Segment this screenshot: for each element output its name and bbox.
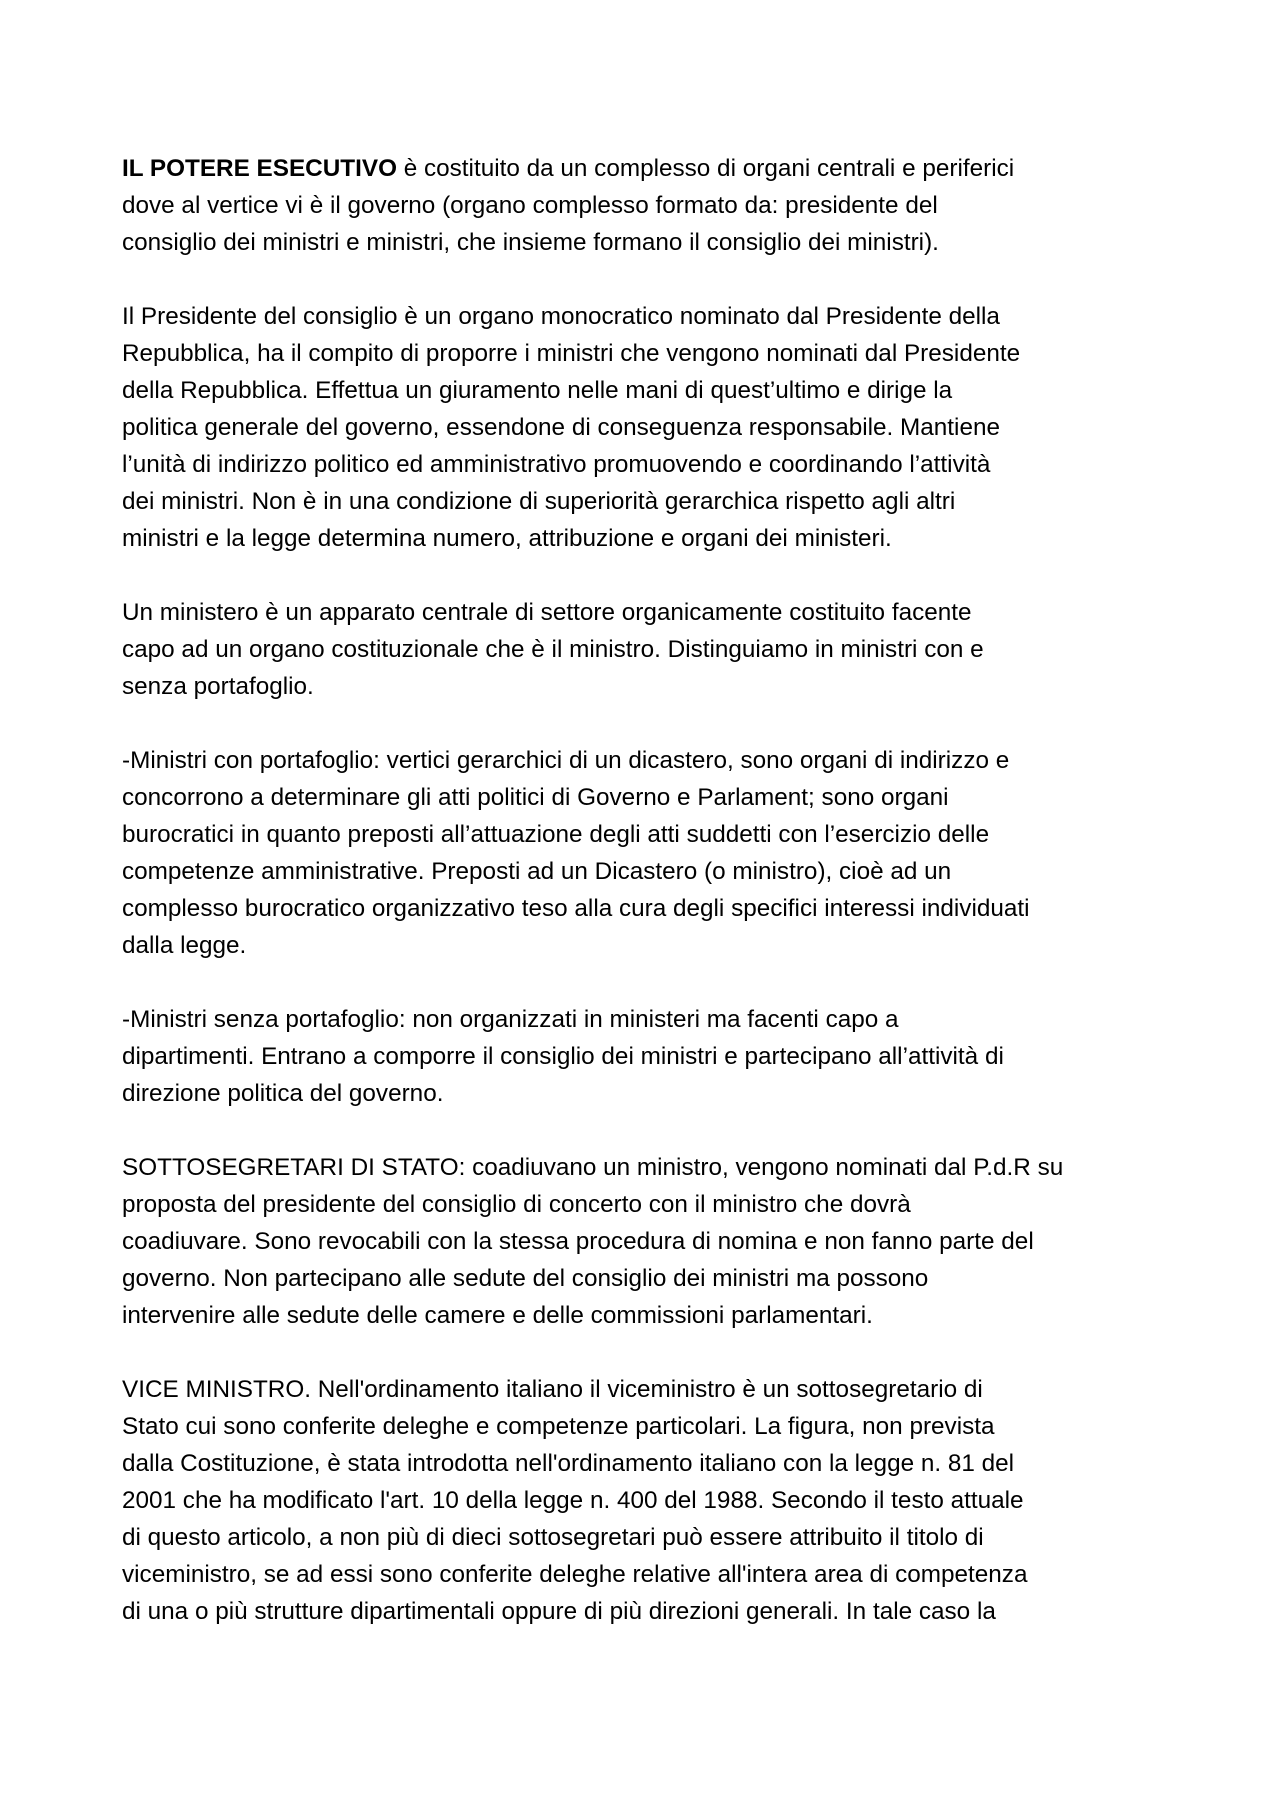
paragraph-text: Il Presidente del consiglio è un organo monocratico nominato dal Presidente della Repubblica, ha il compito di proporre i ministri che vengono nominati dal Presidente della Repubblica. Effettua un giuramento nelle mani di quest’ultimo e dirige la politica generale del governo, essendone di conseguenza responsabile. Mantiene l’unità di indirizzo politico ed amministrativo promuovendo e coordinando l’attività dei ministri. Non è in una condizione di superiorità gerarchica rispetto agli altri ministri e la legge determina numero, attribuzione e organi dei ministeri.	[122, 303, 1021, 552]
paragraph-text: -Ministri con portafoglio: vertici gerarchici di un dicastero, sono organi di indirizzo e concorrono a determinare gli atti politici di Governo e Parlament; sono organi burocratici in quanto preposti all’attuazione degli atti suddetti con l’esercizio delle competenze amministrative. Preposti ad un Dicastero (o ministro), cioè ad un complesso burocratico organizzativo teso alla cura degli specifici interessi individuati dalla legge.	[122, 747, 1030, 959]
paragraph-text: Un ministero è un apparato centrale di settore organicamente costituito facente capo ad un organo costituzionale che è il ministro. Distinguiamo in ministri con e senza portafoglio.	[122, 599, 984, 700]
paragraph-ministri-senza-portafoglio	[122, 1001, 1172, 1112]
paragraph-vice-ministro	[122, 1371, 1172, 1630]
paragraph-text: è costituito da un complesso di organi centrali e periferici dove al vertice vi è il governo (organo complesso formato da: presidente del consiglio dei ministri e ministri, che insieme formano il consiglio dei ministri).	[122, 155, 1015, 256]
paragraph-text: SOTTOSEGRETARI DI STATO: coadiuvano un ministro, vengono nominati dal P.d.R su proposta del presidente del consiglio di concerto con il ministro che dovrà coadiuvare. Sono revocabili con la stessa procedura di nomina e non fanno parte del governo. Non partecipano alle sedute del consiglio dei ministri ma possono intervenire alle sedute delle camere e delle commissioni parlamentari.	[122, 1154, 1064, 1329]
document-page	[122, 150, 1172, 1630]
paragraph-potere-esecutivo	[122, 150, 1172, 261]
paragraph-heading: IL POTERE ESECUTIVO	[122, 155, 397, 182]
paragraph-ministero	[122, 594, 1172, 705]
paragraph-sottosegretari	[122, 1149, 1172, 1334]
paragraph-ministri-con-portafoglio	[122, 742, 1172, 964]
paragraph-text: VICE MINISTRO. Nell'ordinamento italiano il viceministro è un sottosegretario di Stato cui sono conferite deleghe e competenze particolari. La figura, non prevista dalla Costituzione, è stata introdotta nell'ordinamento italiano con la legge n. 81 del 2001 che ha modificato l'art. 10 della legge n. 400 del 1988. Secondo il testo attuale di questo articolo, a non più di dieci sottosegretari può essere attribuito il titolo di viceministro, se ad essi sono conferite deleghe relative all'intera area di competenza di una o più strutture dipartimentali oppure di più direzioni generali. In tale caso la	[122, 1376, 1028, 1625]
paragraph-text: -Ministri senza portafoglio: non organizzati in ministeri ma facenti capo a dipartimenti. Entrano a comporre il consiglio dei ministri e partecipano all’attività di direzione politica del governo.	[122, 1006, 1004, 1107]
paragraph-presidente-consiglio	[122, 298, 1172, 557]
